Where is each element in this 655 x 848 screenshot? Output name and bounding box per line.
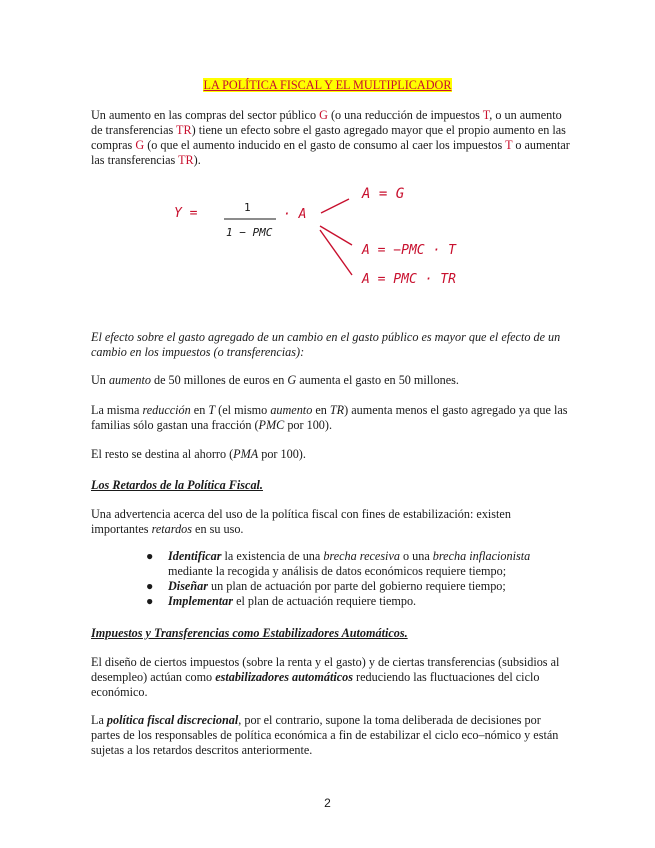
formula-denominator: 1 − PMC — [226, 226, 273, 239]
formula-numerator: 1 — [244, 201, 251, 214]
bullet-icon: ● — [146, 594, 154, 608]
design-paragraph: El diseño de ciertos impuestos (sobre la renta y el gasto) y de ciertas transferencias (subsidios al desempleo) actúan como estabilizadores automáticos reduciendo las fluctuaciones del ciclo económico. — [91, 655, 560, 699]
intro-paragraph: Un aumento en las compras del sector público G (o una reducción de impuestos T, o un aumento de transferencias TR) tiene un efecto sobre el gasto agregado mayor que el propio aumento en las compras G (o que el aumento inducido en el gasto de consumo al caer los impuestos T o aumentar las transferencias TR). — [91, 108, 570, 167]
heading-fiscal-lags: Los Retardos de la Política Fiscal. — [91, 478, 263, 492]
discretional-paragraph: La política fiscal discrecional, por el contrario, supone la toma deliberada de decisiones por partes de los responsables de política económica a fin de estabilizar el ciclo eco–nómico y están sujetas a los retardos descritos anteriormente. — [91, 713, 559, 757]
formula-times-a: · A — [283, 207, 307, 222]
lags-list — [140, 549, 570, 609]
reduction-paragraph: La misma reducción en T (el mismo aumento en TR) aumenta menos el gasto agregado ya que las familias sólo gastan una fracción (PMC por 100). — [91, 403, 568, 432]
formula-branch-tr: A = PMC · TR — [362, 272, 456, 287]
formula-branch-g: A = G — [362, 186, 405, 202]
formula-branch-t: A = −PMC · T — [362, 243, 456, 258]
list-item: ● Diseñar un plan de actuación por parte del gobierno requiere tiempo; — [146, 579, 506, 593]
bullet-icon: ● — [146, 579, 154, 593]
increase-paragraph: Un aumento de 50 millones de euros en G aumenta el gasto en 50 millones. — [91, 373, 459, 387]
page-title: LA POLÍTICA FISCAL Y EL MULTIPLICADOR — [203, 78, 452, 92]
warning-paragraph: Una advertencia acerca del uso de la política fiscal con fines de estabilización: existen importantes retardos en su uso. — [91, 507, 511, 536]
effect-paragraph: El efecto sobre el gasto agregado de un cambio en el gasto público es mayor que el efecto de un cambio en los impuestos (o transferencias): — [91, 330, 561, 359]
heading-automatic-stabilizers: Impuestos y Transferencias como Estabilizadores Automáticos. — [91, 626, 408, 640]
branch-line-1 — [321, 199, 349, 213]
saving-paragraph: El resto se destina al ahorro (PMA por 100). — [91, 447, 306, 461]
list-item: ● Identificar la existencia de una brecha recesiva o una brecha inflacionista mediante la recogida y análisis de datos económicos requiere tiempo; — [146, 549, 531, 578]
bullet-icon: ● — [146, 549, 154, 563]
branch-line-2 — [320, 226, 352, 245]
page-number: 2 — [324, 796, 331, 810]
branch-line-3 — [320, 230, 352, 275]
list-item: ● Implementar el plan de actuación requiere tiempo. — [146, 594, 417, 608]
formula-y: Y = — [174, 206, 198, 221]
